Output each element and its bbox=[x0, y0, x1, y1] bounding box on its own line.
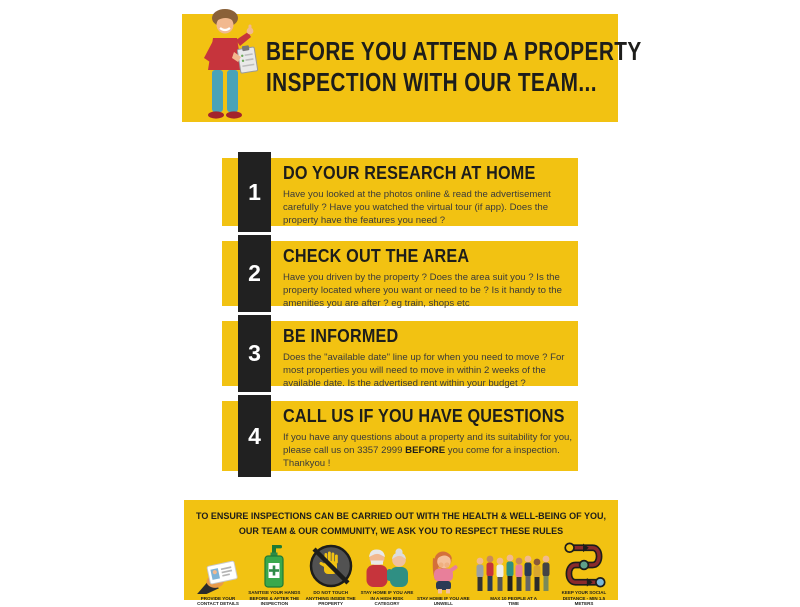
rule-caption: KEEP YOUR SOCIAL DISTANCE - MIN 1.5 METERS bbox=[561, 590, 607, 607]
rule-no-touch bbox=[304, 544, 358, 607]
rule-caption: STAY HOME IF YOU ARE IN A HIGH RISK CATEGORY bbox=[360, 590, 414, 607]
step-1-number: 1 bbox=[238, 152, 271, 232]
rule-caption: MAX 10 PEOPLE AT A TIME bbox=[490, 595, 538, 607]
unwell-person-icon bbox=[421, 548, 465, 594]
step-2-number: 2 bbox=[238, 235, 271, 312]
no-touch-icon bbox=[309, 544, 353, 588]
step-3-body bbox=[283, 351, 579, 390]
step-3-body-text: Does the "available date" line up for when you need to move ? For most properties you will need to move in within 2 weeks of the available date. Is the advertised rent within your budget ? bbox=[283, 352, 565, 389]
step-3-number: 3 bbox=[238, 315, 271, 392]
poster-title-line2: INSPECTION WITH OUR TEAM... bbox=[266, 67, 597, 97]
step-4-body-post: you come for a inspection. Thankyou ! bbox=[283, 445, 560, 469]
step-2-title: CHECK OUT THE AREA bbox=[283, 246, 470, 266]
step-1-body-text: Have you looked at the photos online & read the advertisement carefully ? Have you watched the virtual tour (if app). Does the property have the features you need ? bbox=[283, 189, 551, 226]
footer-line1: TO ENSURE INSPECTIONS CAN BE CARRIED OUT WITH THE HEALTH & WELL-BEING OF YOU, bbox=[195, 511, 606, 521]
rule-social-distance bbox=[557, 542, 611, 607]
step-4-body-text: If you have any questions about a property and its suitability for you, please call us on 3357 2999 bbox=[283, 432, 573, 456]
step-1-title: DO YOUR RESEARCH AT HOME bbox=[283, 163, 536, 183]
rules-row bbox=[184, 542, 618, 607]
elderly-couple-icon bbox=[360, 546, 414, 588]
rule-sanitise-hands bbox=[247, 544, 301, 607]
footer-banner bbox=[184, 500, 618, 607]
step-2 bbox=[222, 235, 578, 312]
poster-title-line1: BEFORE YOU ATTEND A PROPERTY bbox=[266, 36, 642, 66]
step-4-title: CALL US IF YOU HAVE QUESTIONS bbox=[283, 406, 565, 426]
rule-caption: PROVIDE YOUR CONTACT DETAILS bbox=[197, 595, 239, 607]
rule-unwell-stay-home bbox=[416, 548, 470, 607]
rule-high-risk-stay-home bbox=[360, 546, 414, 607]
distance-path-icon bbox=[559, 542, 609, 588]
man-with-clipboard-illustration bbox=[192, 8, 262, 126]
footer-line2: OUR TEAM & OUR COMMUNITY, WE ASK YOU TO RESPECT THESE RULES bbox=[238, 526, 564, 536]
rule-caption: SANITISE YOUR HANDS BEFORE & AFTER THE INSPECTION bbox=[248, 590, 301, 607]
rule-caption: STAY HOME IF YOU ARE UNWELL bbox=[416, 595, 470, 607]
rule-max-people bbox=[473, 552, 555, 607]
sanitizer-icon bbox=[259, 544, 289, 588]
step-3 bbox=[222, 315, 578, 392]
id-card-icon bbox=[196, 556, 240, 594]
step-4-body-bold: BEFORE bbox=[405, 445, 446, 456]
rule-contact-details bbox=[191, 556, 245, 607]
step-4 bbox=[222, 395, 578, 477]
step-2-body-text: Have you driven by the property ? Does the area suit you ? Is the property located where you want or need to be ? Is it handy to the amenities you are after ? eg train, shops etc bbox=[283, 272, 562, 309]
step-3-title: BE INFORMED bbox=[283, 326, 399, 346]
step-1-body bbox=[283, 188, 579, 227]
step-4-number: 4 bbox=[238, 395, 271, 477]
step-4-body bbox=[283, 431, 579, 470]
step-1 bbox=[222, 152, 578, 232]
rule-caption: DO NOT TOUCH ANYTHING INSIDE THE PROPERTY bbox=[305, 590, 356, 607]
header-banner bbox=[182, 14, 642, 122]
step-2-body bbox=[283, 271, 579, 310]
group-icon bbox=[473, 552, 555, 594]
